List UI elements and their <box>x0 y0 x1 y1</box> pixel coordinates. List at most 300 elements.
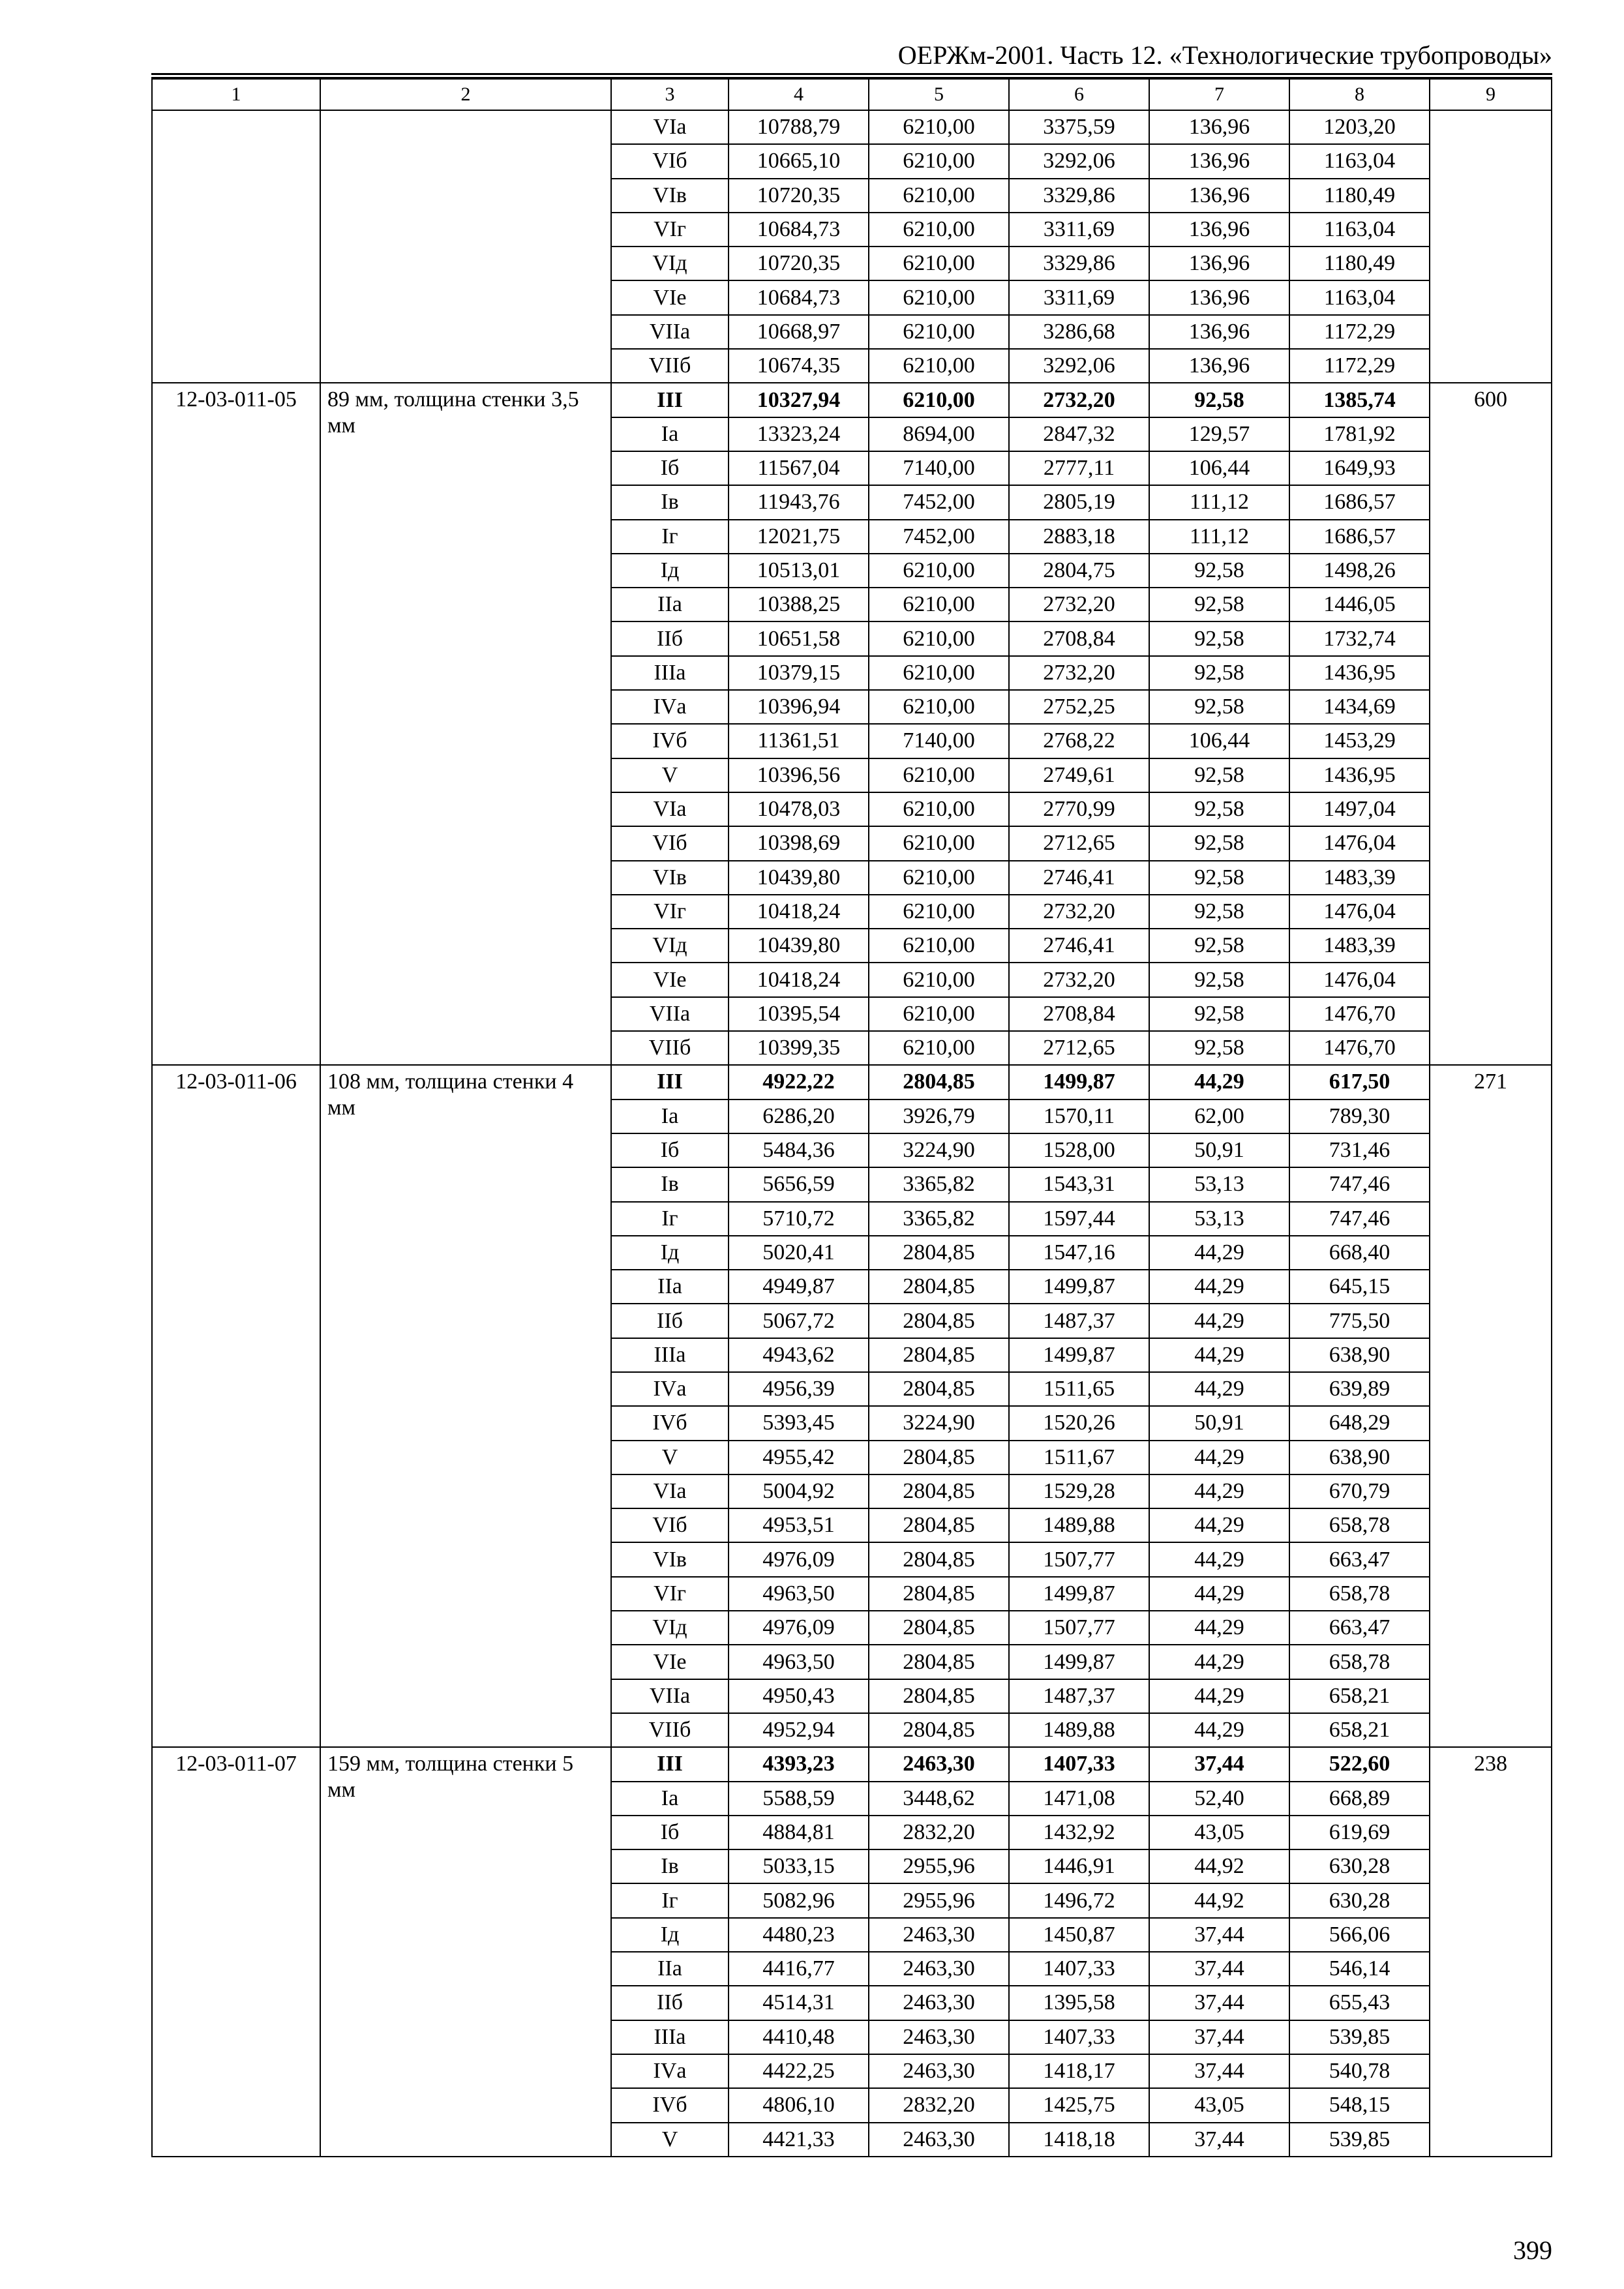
category-cell: IIIа <box>611 1338 729 1372</box>
total-cost-cell: 10399,35 <box>729 1031 869 1065</box>
total-cost-cell: 10327,94 <box>729 383 869 417</box>
machines-cell: 1489,88 <box>1009 1713 1149 1747</box>
total-cost-cell: 5393,45 <box>729 1406 869 1440</box>
category-cell: IIб <box>611 1986 729 2020</box>
machines-cell: 1489,88 <box>1009 1508 1149 1542</box>
driver-wages-cell: 136,96 <box>1149 315 1289 349</box>
driver-wages-cell: 136,96 <box>1149 349 1289 383</box>
total-cost-cell: 5082,96 <box>729 1883 869 1917</box>
category-cell: VIе <box>611 963 729 996</box>
wages-cell: 6210,00 <box>869 280 1009 314</box>
machines-cell: 1597,44 <box>1009 1202 1149 1236</box>
total-cost-cell: 4393,23 <box>729 1747 869 1781</box>
column-number: 2 <box>320 79 611 110</box>
machines-cell: 1407,33 <box>1009 1952 1149 1986</box>
materials-cell: 731,46 <box>1289 1133 1430 1167</box>
wages-cell: 6210,00 <box>869 963 1009 996</box>
wages-cell: 7140,00 <box>869 724 1009 758</box>
total-cost-cell: 10395,54 <box>729 997 869 1031</box>
driver-wages-cell: 92,58 <box>1149 621 1289 655</box>
materials-cell: 663,47 <box>1289 1542 1430 1576</box>
driver-wages-cell: 136,96 <box>1149 280 1289 314</box>
driver-wages-cell: 44,29 <box>1149 1611 1289 1645</box>
wages-cell: 2804,85 <box>869 1713 1009 1747</box>
rate-code: 12-03-011-06 <box>152 1065 320 1747</box>
wages-cell: 2804,85 <box>869 1645 1009 1679</box>
machines-cell: 2708,84 <box>1009 997 1149 1031</box>
driver-wages-cell: 52,40 <box>1149 1782 1289 1816</box>
materials-cell: 1476,04 <box>1289 963 1430 996</box>
driver-wages-cell: 53,13 <box>1149 1202 1289 1236</box>
driver-wages-cell: 92,58 <box>1149 861 1289 895</box>
wages-cell: 3224,90 <box>869 1133 1009 1167</box>
category-cell: Iа <box>611 417 729 451</box>
materials-cell: 1686,57 <box>1289 520 1430 554</box>
total-cost-cell: 4422,25 <box>729 2054 869 2088</box>
driver-wages-cell: 129,57 <box>1149 417 1289 451</box>
driver-wages-cell: 136,96 <box>1149 179 1289 213</box>
item-description: 89 мм, толщина стенки 3,5 мм <box>320 383 611 1065</box>
materials-cell: 789,30 <box>1289 1100 1430 1133</box>
wages-cell: 2804,85 <box>869 1577 1009 1611</box>
machines-cell: 1496,72 <box>1009 1883 1149 1917</box>
driver-wages-cell: 37,44 <box>1149 2020 1289 2054</box>
machines-cell: 1407,33 <box>1009 2020 1149 2054</box>
measure-cell: 600 <box>1430 383 1552 1065</box>
materials-cell: 1163,04 <box>1289 280 1430 314</box>
driver-wages-cell: 37,44 <box>1149 2054 1289 2088</box>
machines-cell: 1446,91 <box>1009 1849 1149 1883</box>
machines-cell: 2777,11 <box>1009 451 1149 485</box>
wages-cell: 6210,00 <box>869 247 1009 280</box>
wages-cell: 6210,00 <box>869 826 1009 860</box>
wages-cell: 6210,00 <box>869 895 1009 929</box>
category-cell: Iб <box>611 451 729 485</box>
materials-cell: 522,60 <box>1289 1747 1430 1781</box>
total-cost-cell: 11361,51 <box>729 724 869 758</box>
materials-cell: 658,78 <box>1289 1577 1430 1611</box>
measure-cell: 238 <box>1430 1747 1552 2157</box>
total-cost-cell: 11943,76 <box>729 485 869 519</box>
materials-cell: 658,21 <box>1289 1679 1430 1713</box>
category-cell: VIг <box>611 1577 729 1611</box>
machines-cell: 1529,28 <box>1009 1474 1149 1508</box>
materials-cell: 1385,74 <box>1289 383 1430 417</box>
machines-cell: 2804,75 <box>1009 554 1149 588</box>
materials-cell: 747,46 <box>1289 1167 1430 1201</box>
category-cell: Iг <box>611 1202 729 1236</box>
materials-cell: 638,90 <box>1289 1338 1430 1372</box>
driver-wages-cell: 62,00 <box>1149 1100 1289 1133</box>
machines-cell: 3311,69 <box>1009 213 1149 247</box>
driver-wages-cell: 37,44 <box>1149 1952 1289 1986</box>
category-cell: Iв <box>611 485 729 519</box>
materials-cell: 645,15 <box>1289 1270 1430 1304</box>
wages-cell: 7140,00 <box>869 451 1009 485</box>
driver-wages-cell: 44,29 <box>1149 1304 1289 1338</box>
category-cell: Iг <box>611 1883 729 1917</box>
total-cost-cell: 5067,72 <box>729 1304 869 1338</box>
category-cell: IIа <box>611 1952 729 1986</box>
total-cost-cell: 10478,03 <box>729 792 869 826</box>
wages-cell: 6210,00 <box>869 929 1009 963</box>
materials-cell: 546,14 <box>1289 1952 1430 1986</box>
wages-cell: 2804,85 <box>869 1065 1009 1099</box>
machines-cell: 2732,20 <box>1009 383 1149 417</box>
measure-cell: 271 <box>1430 1065 1552 1747</box>
category-cell: VIа <box>611 1474 729 1508</box>
total-cost-cell: 4480,23 <box>729 1918 869 1952</box>
machines-cell: 1499,87 <box>1009 1645 1149 1679</box>
category-cell: Iв <box>611 1167 729 1201</box>
driver-wages-cell: 43,05 <box>1149 1816 1289 1849</box>
category-cell: VIг <box>611 895 729 929</box>
wages-cell: 7452,00 <box>869 520 1009 554</box>
wages-cell: 2804,85 <box>869 1236 1009 1270</box>
total-cost-cell: 10513,01 <box>729 554 869 588</box>
category-cell: VIв <box>611 861 729 895</box>
category-cell: VIг <box>611 213 729 247</box>
category-cell: Iд <box>611 1918 729 1952</box>
total-cost-cell: 4410,48 <box>729 2020 869 2054</box>
category-cell: IVа <box>611 690 729 724</box>
materials-cell: 668,89 <box>1289 1782 1430 1816</box>
total-cost-cell: 6286,20 <box>729 1100 869 1133</box>
materials-cell: 548,15 <box>1289 2088 1430 2122</box>
machines-cell: 1499,87 <box>1009 1270 1149 1304</box>
wages-cell: 2463,30 <box>869 1952 1009 1986</box>
driver-wages-cell: 37,44 <box>1149 1918 1289 1952</box>
materials-cell: 619,69 <box>1289 1816 1430 1849</box>
wages-cell: 2832,20 <box>869 1816 1009 1849</box>
category-cell: IVа <box>611 2054 729 2088</box>
category-cell: Iг <box>611 520 729 554</box>
driver-wages-cell: 92,58 <box>1149 963 1289 996</box>
total-cost-cell: 4963,50 <box>729 1577 869 1611</box>
wages-cell: 3448,62 <box>869 1782 1009 1816</box>
column-number: 6 <box>1009 79 1149 110</box>
category-cell: IVа <box>611 1372 729 1406</box>
category-cell: VIIа <box>611 1679 729 1713</box>
wages-cell: 6210,00 <box>869 315 1009 349</box>
total-cost-cell: 5004,92 <box>729 1474 869 1508</box>
total-cost-cell: 10418,24 <box>729 963 869 996</box>
total-cost-cell: 10439,80 <box>729 861 869 895</box>
wages-cell: 6210,00 <box>869 690 1009 724</box>
machines-cell: 1507,77 <box>1009 1611 1149 1645</box>
total-cost-cell: 10665,10 <box>729 144 869 178</box>
materials-cell: 1172,29 <box>1289 349 1430 383</box>
machines-cell: 3292,06 <box>1009 349 1149 383</box>
wages-cell: 3224,90 <box>869 1406 1009 1440</box>
machines-cell: 3329,86 <box>1009 179 1149 213</box>
materials-cell: 1436,95 <box>1289 758 1430 792</box>
category-cell: VIа <box>611 792 729 826</box>
total-cost-cell: 4421,33 <box>729 2123 869 2157</box>
driver-wages-cell: 92,58 <box>1149 656 1289 690</box>
wages-cell: 6210,00 <box>869 110 1009 144</box>
total-cost-cell: 4884,81 <box>729 1816 869 1849</box>
driver-wages-cell: 106,44 <box>1149 724 1289 758</box>
driver-wages-cell: 37,44 <box>1149 1747 1289 1781</box>
header-rule <box>151 73 1552 75</box>
machines-cell: 1547,16 <box>1009 1236 1149 1270</box>
wages-cell: 3365,82 <box>869 1202 1009 1236</box>
total-cost-cell: 10651,58 <box>729 621 869 655</box>
wages-cell: 6210,00 <box>869 656 1009 690</box>
materials-cell: 1163,04 <box>1289 213 1430 247</box>
driver-wages-cell: 92,58 <box>1149 758 1289 792</box>
materials-cell: 658,78 <box>1289 1645 1430 1679</box>
materials-cell: 638,90 <box>1289 1441 1430 1474</box>
driver-wages-cell: 44,29 <box>1149 1372 1289 1406</box>
driver-wages-cell: 53,13 <box>1149 1167 1289 1201</box>
category-cell: III <box>611 1065 729 1099</box>
driver-wages-cell: 111,12 <box>1149 520 1289 554</box>
total-cost-cell: 4952,94 <box>729 1713 869 1747</box>
table-row <box>152 383 1552 417</box>
total-cost-cell: 12021,75 <box>729 520 869 554</box>
category-cell: IIа <box>611 1270 729 1304</box>
total-cost-cell: 10379,15 <box>729 656 869 690</box>
total-cost-cell: 4963,50 <box>729 1645 869 1679</box>
total-cost-cell: 10396,94 <box>729 690 869 724</box>
category-cell: Iа <box>611 1782 729 1816</box>
category-cell: IIб <box>611 621 729 655</box>
category-cell: VIв <box>611 179 729 213</box>
wages-cell: 2463,30 <box>869 1986 1009 2020</box>
machines-cell: 1432,92 <box>1009 1816 1149 1849</box>
column-number: 4 <box>729 79 869 110</box>
materials-cell: 658,78 <box>1289 1508 1430 1542</box>
wages-cell: 6210,00 <box>869 383 1009 417</box>
wages-cell: 6210,00 <box>869 554 1009 588</box>
table-row <box>152 110 1552 144</box>
materials-cell: 1203,20 <box>1289 110 1430 144</box>
driver-wages-cell: 92,58 <box>1149 383 1289 417</box>
category-cell: VIIа <box>611 997 729 1031</box>
category-cell: IIIа <box>611 656 729 690</box>
wages-cell: 6210,00 <box>869 144 1009 178</box>
page-number: 399 <box>1513 2236 1552 2265</box>
category-cell: VIб <box>611 826 729 860</box>
driver-wages-cell: 92,58 <box>1149 792 1289 826</box>
category-cell: IIIа <box>611 2020 729 2054</box>
total-cost-cell: 5020,41 <box>729 1236 869 1270</box>
wages-cell: 6210,00 <box>869 1031 1009 1065</box>
total-cost-cell: 10720,35 <box>729 179 869 213</box>
wages-cell: 6210,00 <box>869 588 1009 621</box>
machines-cell: 1418,17 <box>1009 2054 1149 2088</box>
category-cell: VIб <box>611 1508 729 1542</box>
wages-cell: 2804,85 <box>869 1338 1009 1372</box>
wages-cell: 2804,85 <box>869 1542 1009 1576</box>
machines-cell: 3311,69 <box>1009 280 1149 314</box>
measure-cell <box>1430 110 1552 383</box>
category-cell: Iб <box>611 1133 729 1167</box>
wages-cell: 2804,85 <box>869 1372 1009 1406</box>
driver-wages-cell: 92,58 <box>1149 1031 1289 1065</box>
driver-wages-cell: 136,96 <box>1149 247 1289 280</box>
materials-cell: 1476,04 <box>1289 895 1430 929</box>
machines-cell: 1499,87 <box>1009 1577 1149 1611</box>
category-cell: VIв <box>611 1542 729 1576</box>
driver-wages-cell: 44,29 <box>1149 1645 1289 1679</box>
wages-cell: 2804,85 <box>869 1508 1009 1542</box>
materials-cell: 1476,70 <box>1289 1031 1430 1065</box>
wages-cell: 2804,85 <box>869 1441 1009 1474</box>
materials-cell: 1649,93 <box>1289 451 1430 485</box>
wages-cell: 2463,30 <box>869 2054 1009 2088</box>
category-cell: VIIа <box>611 315 729 349</box>
wages-cell: 2832,20 <box>869 2088 1009 2122</box>
column-number: 1 <box>152 79 320 110</box>
category-cell: IIб <box>611 1304 729 1338</box>
wages-cell: 3365,82 <box>869 1167 1009 1201</box>
materials-cell: 670,79 <box>1289 1474 1430 1508</box>
machines-cell: 1487,37 <box>1009 1679 1149 1713</box>
driver-wages-cell: 50,91 <box>1149 1406 1289 1440</box>
materials-cell: 539,85 <box>1289 2020 1430 2054</box>
wages-cell: 2463,30 <box>869 2123 1009 2157</box>
driver-wages-cell: 44,29 <box>1149 1338 1289 1372</box>
driver-wages-cell: 92,58 <box>1149 690 1289 724</box>
driver-wages-cell: 44,29 <box>1149 1542 1289 1576</box>
machines-cell: 2732,20 <box>1009 588 1149 621</box>
total-cost-cell: 10398,69 <box>729 826 869 860</box>
machines-cell: 2712,65 <box>1009 826 1149 860</box>
driver-wages-cell: 92,58 <box>1149 588 1289 621</box>
running-header: ОЕРЖм-2001. Часть 12. «Технологические трубопроводы» <box>897 40 1552 70</box>
machines-cell: 1499,87 <box>1009 1065 1149 1099</box>
materials-cell: 1476,04 <box>1289 826 1430 860</box>
driver-wages-cell: 92,58 <box>1149 554 1289 588</box>
machines-cell: 2805,19 <box>1009 485 1149 519</box>
driver-wages-cell: 136,96 <box>1149 110 1289 144</box>
materials-cell: 1172,29 <box>1289 315 1430 349</box>
total-cost-cell: 4950,43 <box>729 1679 869 1713</box>
total-cost-cell: 10388,25 <box>729 588 869 621</box>
wages-cell: 2955,96 <box>869 1849 1009 1883</box>
machines-cell: 2708,84 <box>1009 621 1149 655</box>
total-cost-cell: 10439,80 <box>729 929 869 963</box>
materials-cell: 1163,04 <box>1289 144 1430 178</box>
machines-cell: 1570,11 <box>1009 1100 1149 1133</box>
category-cell: Iб <box>611 1816 729 1849</box>
category-cell: VIIб <box>611 1713 729 1747</box>
category-cell: Iв <box>611 1849 729 1883</box>
wages-cell: 2804,85 <box>869 1304 1009 1338</box>
driver-wages-cell: 136,96 <box>1149 213 1289 247</box>
column-number: 7 <box>1149 79 1289 110</box>
category-cell: IVб <box>611 724 729 758</box>
materials-cell: 1483,39 <box>1289 861 1430 895</box>
machines-cell: 3375,59 <box>1009 110 1149 144</box>
driver-wages-cell: 136,96 <box>1149 144 1289 178</box>
wages-cell: 2955,96 <box>869 1883 1009 1917</box>
materials-cell: 1180,49 <box>1289 179 1430 213</box>
price-table <box>151 78 1552 2157</box>
wages-cell: 6210,00 <box>869 213 1009 247</box>
materials-cell: 1446,05 <box>1289 588 1430 621</box>
wages-cell: 2804,85 <box>869 1679 1009 1713</box>
category-cell: VIIб <box>611 1031 729 1065</box>
category-cell: VIе <box>611 280 729 314</box>
total-cost-cell: 13323,24 <box>729 417 869 451</box>
materials-cell: 1483,39 <box>1289 929 1430 963</box>
driver-wages-cell: 44,29 <box>1149 1713 1289 1747</box>
materials-cell: 1476,70 <box>1289 997 1430 1031</box>
wages-cell: 6210,00 <box>869 621 1009 655</box>
machines-cell: 1499,87 <box>1009 1338 1149 1372</box>
machines-cell: 2847,32 <box>1009 417 1149 451</box>
total-cost-cell: 5033,15 <box>729 1849 869 1883</box>
machines-cell: 1407,33 <box>1009 1747 1149 1781</box>
machines-cell: 1511,67 <box>1009 1441 1149 1474</box>
total-cost-cell: 5588,59 <box>729 1782 869 1816</box>
table-row <box>152 1747 1552 1781</box>
machines-cell: 1511,65 <box>1009 1372 1149 1406</box>
category-cell: Iа <box>611 1100 729 1133</box>
machines-cell: 3329,86 <box>1009 247 1149 280</box>
materials-cell: 539,85 <box>1289 2123 1430 2157</box>
category-cell: III <box>611 1747 729 1781</box>
total-cost-cell: 5484,36 <box>729 1133 869 1167</box>
wages-cell: 6210,00 <box>869 179 1009 213</box>
total-cost-cell: 4514,31 <box>729 1986 869 2020</box>
materials-cell: 639,89 <box>1289 1372 1430 1406</box>
wages-cell: 2463,30 <box>869 1918 1009 1952</box>
driver-wages-cell: 50,91 <box>1149 1133 1289 1167</box>
total-cost-cell: 10788,79 <box>729 110 869 144</box>
wages-cell: 6210,00 <box>869 792 1009 826</box>
category-cell: IIа <box>611 588 729 621</box>
machines-cell: 1507,77 <box>1009 1542 1149 1576</box>
category-cell: VIд <box>611 929 729 963</box>
category-cell: VIе <box>611 1645 729 1679</box>
machines-cell: 1487,37 <box>1009 1304 1149 1338</box>
item-description: 159 мм, толщина стенки 5 мм <box>320 1747 611 2157</box>
driver-wages-cell: 92,58 <box>1149 997 1289 1031</box>
wages-cell: 2804,85 <box>869 1611 1009 1645</box>
category-cell: VIд <box>611 247 729 280</box>
materials-cell: 1498,26 <box>1289 554 1430 588</box>
materials-cell: 1732,74 <box>1289 621 1430 655</box>
wages-cell: 8694,00 <box>869 417 1009 451</box>
category-cell: VIIб <box>611 349 729 383</box>
total-cost-cell: 10720,35 <box>729 247 869 280</box>
materials-cell: 630,28 <box>1289 1849 1430 1883</box>
machines-cell: 2768,22 <box>1009 724 1149 758</box>
category-cell: III <box>611 383 729 417</box>
materials-cell: 663,47 <box>1289 1611 1430 1645</box>
total-cost-cell: 4956,39 <box>729 1372 869 1406</box>
machines-cell: 1418,18 <box>1009 2123 1149 2157</box>
total-cost-cell: 11567,04 <box>729 451 869 485</box>
total-cost-cell: 5710,72 <box>729 1202 869 1236</box>
wages-cell: 3926,79 <box>869 1100 1009 1133</box>
table-body <box>152 79 1552 2157</box>
machines-cell: 3286,68 <box>1009 315 1149 349</box>
materials-cell: 668,40 <box>1289 1236 1430 1270</box>
wages-cell: 7452,00 <box>869 485 1009 519</box>
machines-cell: 2732,20 <box>1009 656 1149 690</box>
driver-wages-cell: 44,92 <box>1149 1849 1289 1883</box>
materials-cell: 1436,95 <box>1289 656 1430 690</box>
machines-cell: 1520,26 <box>1009 1406 1149 1440</box>
materials-cell: 658,21 <box>1289 1713 1430 1747</box>
total-cost-cell: 4953,51 <box>729 1508 869 1542</box>
